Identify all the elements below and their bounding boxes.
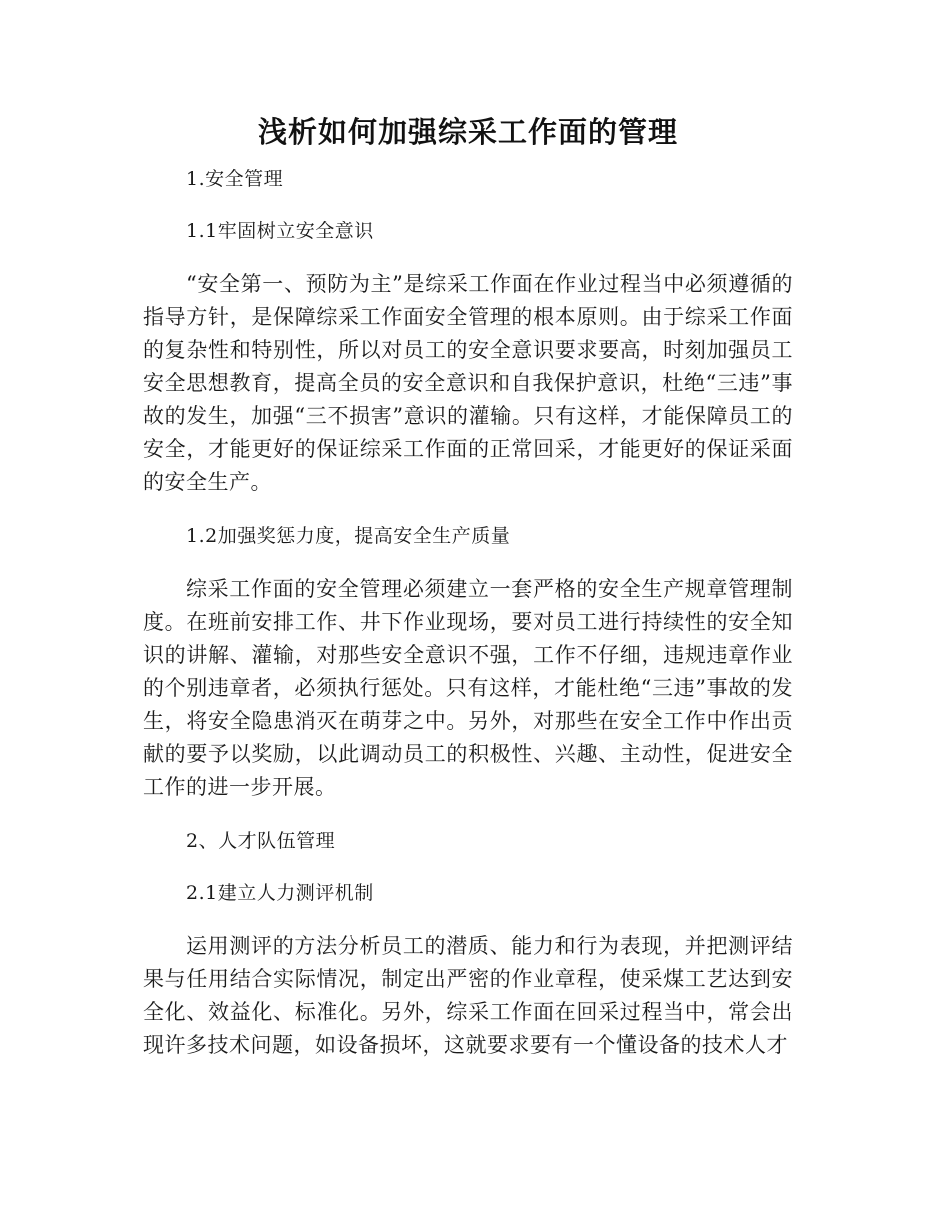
section-heading-safety: 1.安全管理 <box>186 168 284 190</box>
section-heading-talent-management: 2、人才队伍管理 <box>186 830 336 852</box>
subsection-heading-safety-awareness: 1.1牢固树立安全意识 <box>186 220 374 242</box>
subsection-heading-rewards-penalties: 1.2加强奖惩力度，提高安全生产质量 <box>186 525 511 547</box>
paragraph-rewards-penalties: 综采工作面的安全管理必须建立一套严格的安全生产规章管理制度。在班前安排工作、井下作业现场，要对员工进行持续性的安全知识的讲解、灌输，对那些安全意识不强，工作不仔细，违规违章作业的个别违章者，必须执行惩处。只有这样，才能杜绝“三违”事故的发生，将安全隐患消灭在萌芽之中。另外，对那些在安全工作中作出贡献的要予以奖励，以此调动员工的积极性、兴趣、主动性，促进安全工作的进一步开展。 <box>143 577 793 799</box>
document-page <box>143 108 793 1084</box>
subsection-heading-assessment-mechanism: 2.1建立人力测评机制 <box>186 882 374 904</box>
document-title: 浅析如何加强综采工作面的管理 <box>257 115 678 149</box>
paragraph-safety-awareness: “安全第一、预防为主”是综采工作面在作业过程当中必须遵循的指导方针，是保障综采工作面安全管理的根本原则。由于综采工作面的复杂性和特别性，所以对员工的安全意识要求要高，时刻加强员工安全思想教育，提高全员的安全意识和自我保护意识，杜绝“三违”事故的发生，加强“三不损害”意识的灌输。只有这样，才能保障员工的安全，才能更好的保证综采工作面的正常回采，才能更好的保证采面的安全生产。 <box>143 272 793 494</box>
paragraph-assessment-mechanism: 运用测评的方法分析员工的潜质、能力和行为表现，并把测评结果与任用结合实际情况，制定出严密的作业章程，使采煤工艺达到安全化、效益化、标准化。另外，综采工作面在回采过程当中，常会出现许多技术问题，如设备损坏，这就要求要有一个懂设备的技术人才 <box>143 934 793 1057</box>
